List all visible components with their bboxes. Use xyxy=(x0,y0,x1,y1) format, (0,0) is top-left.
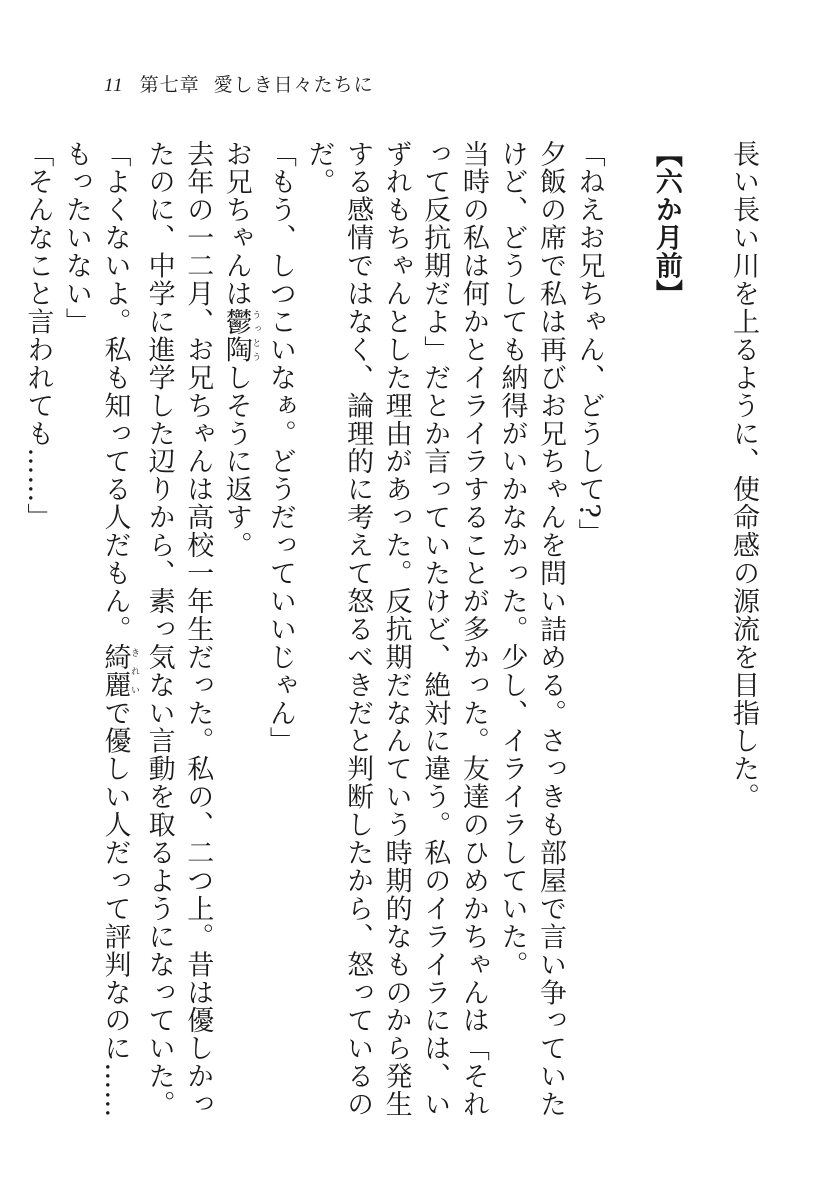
page-number: 11 xyxy=(104,75,124,96)
narration-paragraph-with-ruby xyxy=(216,140,260,1140)
ruby-line-before: お兄ちゃんは xyxy=(220,140,252,308)
blank-line xyxy=(685,140,724,1140)
narration-paragraph: 夕飯の席で私は再びお兄ちゃんを問い詰める。さっきも部屋で言い争っていたけど、どうしても納得がいかなかった。少し、イライラしていた。 xyxy=(496,140,567,1119)
ruby-line-after: しそうに返す。 xyxy=(220,363,252,560)
dialogue-paragraph: 「もう、しつこいなぁ。どうだっていいじゃん」 xyxy=(264,140,296,755)
narration-paragraph: 当時の私は何かとイライラすることが多かった。友達のひめかちゃんは「それって反抗期だよ」だとか言っていたけど、絶対に違う。私のイライラには、いずれもちゃんとした理由があった。反抗期だなんていう時期的なものから発生する感情ではなく、論理的に考えて怒るべきだと判断したから、怒っているのだ。 xyxy=(303,140,489,1119)
blank-line xyxy=(608,140,647,1140)
ruby-line-2-after: で優しい人だって評判なのに……もったいない」 xyxy=(60,140,131,1119)
opening-line: 長い長い川を上るように、使命感の源流を目指した。 xyxy=(728,140,759,811)
chapter-number: 第七章 xyxy=(139,74,200,96)
ruby-line-2-before: 「よくないよ。私も知ってる人だもん。 xyxy=(99,140,131,644)
section-heading: 【六か月前】 xyxy=(650,140,682,308)
dialogue-paragraph: 「ねえお兄ちゃん、どうして?」 xyxy=(573,140,605,547)
dialogue-paragraph-with-ruby xyxy=(56,140,139,1140)
ruby-reading: うっとう xyxy=(250,307,261,364)
ruby-reading-2: きれい xyxy=(129,643,139,700)
ruby-word xyxy=(220,307,261,364)
chapter-title: 愛しき日々たちに xyxy=(213,74,374,96)
dialogue-paragraph: 「そんなこと言われても……」 xyxy=(22,140,54,532)
vertical-body-text xyxy=(22,140,762,1140)
ruby-word-2 xyxy=(99,643,139,700)
narration-paragraph: 去年の一二月、お兄ちゃんは高校一年生だった。私の、二つ上。昔は優しかったのに、中学に進学した辺りから、素っ気ない言動を取るようになっていた。 xyxy=(143,140,214,1119)
ruby-base-2: 綺麗 xyxy=(99,643,131,700)
ruby-base: 鬱陶 xyxy=(220,307,252,364)
running-header xyxy=(104,70,374,97)
